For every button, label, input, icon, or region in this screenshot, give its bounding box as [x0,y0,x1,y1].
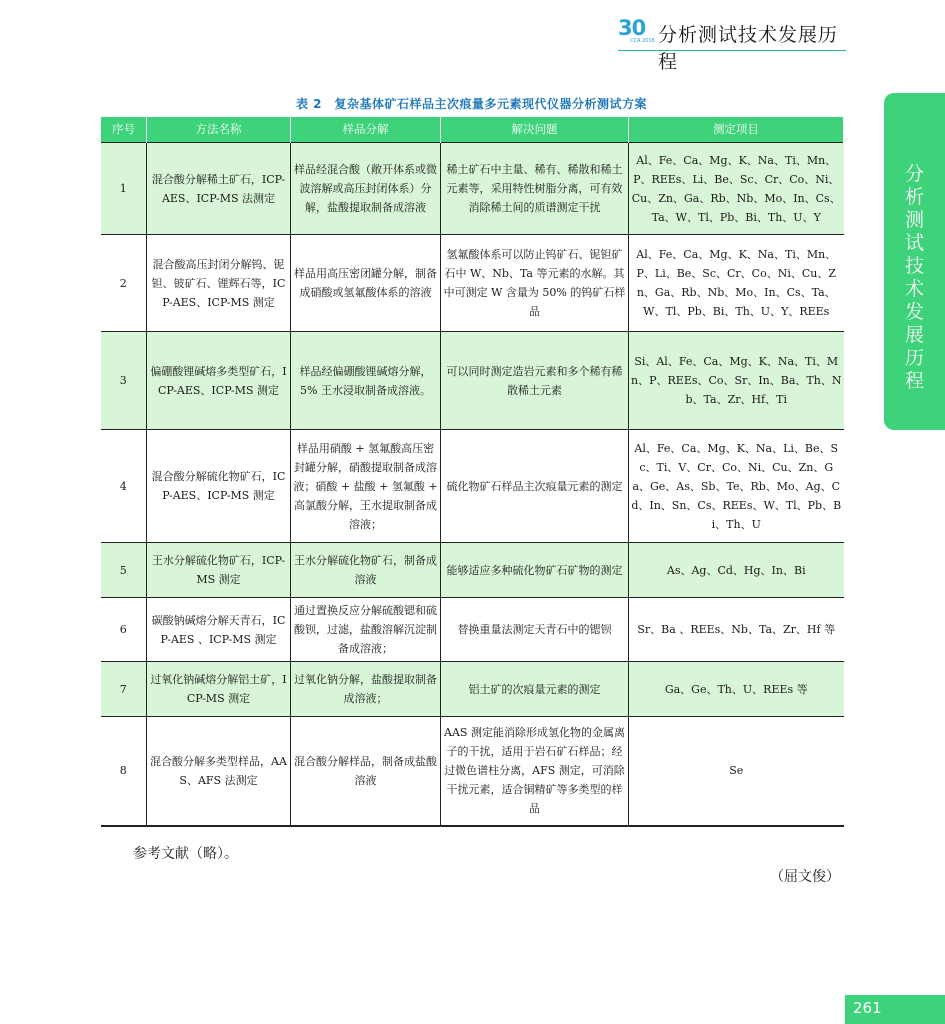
side-char: 测 [904,209,924,231]
col-header-no: 序号 [101,117,147,143]
side-tab-text [884,163,945,393]
section-side-tab [884,93,945,430]
cell-no: 7 [101,662,147,717]
table-row [101,543,844,598]
references-note: 参考文献（略）。 [133,846,238,862]
cell-decomposition: 混合酸分解样品，制备成盐酸溶液 [291,717,441,826]
author-credit: （屈文俊） [770,869,840,885]
table-row [101,717,844,826]
cell-method: 混合酸分解硫化物矿石，ICP-AES、ICP-MS 测定 [147,430,291,543]
side-char: 试 [904,232,924,254]
col-header-method: 方法名称 [147,117,291,143]
side-char: 程 [904,370,924,392]
side-char: 历 [904,347,924,369]
side-char: 展 [904,324,924,346]
side-char: 术 [904,278,924,300]
cell-problem: 硫化物矿石样品主次痕量元素的测定 [441,430,629,543]
cell-no: 3 [101,332,147,430]
table-row [101,598,844,662]
logo-subtext: CCA 2016 [630,38,655,44]
col-header-decomposition: 样品分解 [291,117,441,143]
cell-method: 混合酸高压封闭分解钨、铌钽、铍矿石、锂辉石等，ICP-AES、ICP-MS 测定 [147,235,291,332]
header-rule [618,50,846,51]
side-char: 技 [904,255,924,277]
cell-method: 碳酸钠碱熔分解天青石，ICP-AES 、ICP-MS 测定 [147,598,291,662]
cell-decomposition: 样品经偏硼酸锂碱熔分解，5% 王水浸取制备成溶液。 [291,332,441,430]
table-row [101,662,844,717]
cell-method: 过氧化钠碱熔分解铝土矿，ICP-MS 测定 [147,662,291,717]
anniversary-logo [618,18,660,48]
cell-method: 混合酸分解稀土矿石，ICP-AES、ICP-MS 法测定 [147,143,291,235]
cell-decomposition: 样品用硝酸 + 氢氟酸高压密封罐分解，硝酸提取制备成溶液；硝酸 + 盐酸 + 氢氟酸 + 高氯酸分解，王水提取制备成溶液； [291,430,441,543]
cell-method: 王水分解硫化物矿石，ICP-MS 测定 [147,543,291,598]
cell-method: 偏硼酸锂碱熔多类型矿石，ICP-AES、ICP-MS 测定 [147,332,291,430]
side-char: 分 [904,163,924,185]
col-header-items: 测定项目 [629,117,844,143]
logo-number: 30 [618,16,646,40]
cell-no: 2 [101,235,147,332]
table-row [101,143,844,235]
methods-table [100,117,844,827]
cell-items: As、Ag、Cd、Hg、In、Bi [629,543,844,598]
page-number: 261 [853,999,882,1017]
cell-problem: 铝土矿的次痕量元素的测定 [441,662,629,717]
cell-items: Sr、Ba 、REEs、Nb、Ta、Zr、Hf 等 [629,598,844,662]
cell-no: 5 [101,543,147,598]
header-title: 分析测试技术发展历程 [658,24,839,73]
cell-decomposition: 过氧化钠分解，盐酸提取制备成溶液； [291,662,441,717]
cell-no: 1 [101,143,147,235]
cell-items: Se [629,717,844,826]
cell-items: Al、Fe、Ca、Mg、K、Na、Ti、Mn、P、REEs、Li、Be、Sc、Cr、Co、Ni、Cu、Zn、Ga、Rb、Nb、Mo、In、Cs、Ta、W、Tl、Pb、Bi、Th、U、Y [629,143,844,235]
cell-problem: AAS 测定能消除形成氢化物的金属离子的干扰，适用于岩石矿石样品；经过微色谱柱分离，AFS 测定，可消除干扰元素，适合铜精矿等多类型的样品 [441,717,629,826]
cell-problem: 可以同时测定造岩元素和多个稀有稀散稀土元素 [441,332,629,430]
cell-items: Al、Fe、Ca、Mg、K、Na、Li、Be、Sc、Ti、V、Cr、Co、Ni、Cu、Zn、Ga、Ge、As、Sb、Te、Rb、Mo、Ag、Cd、In、Sn、Cs、REEs、W、Tl、Pb、Bi、Th、U [629,430,844,543]
table-row [101,430,844,543]
table-header-row [101,117,844,143]
cell-no: 6 [101,598,147,662]
cell-problem: 能够适应多种硫化物矿石矿物的测定 [441,543,629,598]
table-row [101,235,844,332]
col-header-problem: 解决问题 [441,117,629,143]
table-row [101,332,844,430]
table-caption: 表 2 复杂基体矿石样品主次痕量多元素现代仪器分析测试方案 [295,97,648,111]
page-number-tab [845,995,945,1024]
cell-method: 混合酸分解多类型样品，AAS、AFS 法测定 [147,717,291,826]
cell-no: 4 [101,430,147,543]
cell-items: Ga、Ge、Th、U、REEs 等 [629,662,844,717]
cell-problem: 替换重量法测定天青石中的锶钡 [441,598,629,662]
cell-problem: 稀土矿石中主量、稀有、稀散和稀土元素等，采用特性树脂分离，可有效消除稀土间的质谱测定干扰 [441,143,629,235]
side-char: 析 [904,186,924,208]
running-header [618,16,846,73]
cell-items: Al、Fe、Ca、Mg、K、Na、Ti、Mn、P、Li、Be、Sc、Cr、Co、Ni、Cu、Zn、Ga、Rb、Nb、Mo、In、Cs、Ta、W、Tl、Pb、Bi、Th、U、Y、REEs [629,235,844,332]
cell-decomposition: 样品用高压密闭罐分解，制备成硝酸或氢氟酸体系的溶液 [291,235,441,332]
cell-decomposition: 王水分解硫化物矿石，制备成溶液 [291,543,441,598]
side-char: 发 [904,301,924,323]
cell-decomposition: 样品经混合酸（敞开体系或微波溶解或高压封闭体系）分解，盐酸提取制备成溶液 [291,143,441,235]
cell-items: Si、Al、Fe、Ca、Mg、K、Na、Ti、Mn、P、REEs、Co、Sr、In、Ba、Th、Nb、Ta、Zr、Hf、Ti [629,332,844,430]
cell-decomposition: 通过置换反应分解硫酸锶和硫酸钡，过滤，盐酸溶解沉淀制备成溶液； [291,598,441,662]
cell-problem: 氢氟酸体系可以防止钨矿石、铌钽矿石中 W、Nb、Ta 等元素的水解。其中可测定 W 含量为 50% 的钨矿石样品 [441,235,629,332]
cell-no: 8 [101,717,147,826]
